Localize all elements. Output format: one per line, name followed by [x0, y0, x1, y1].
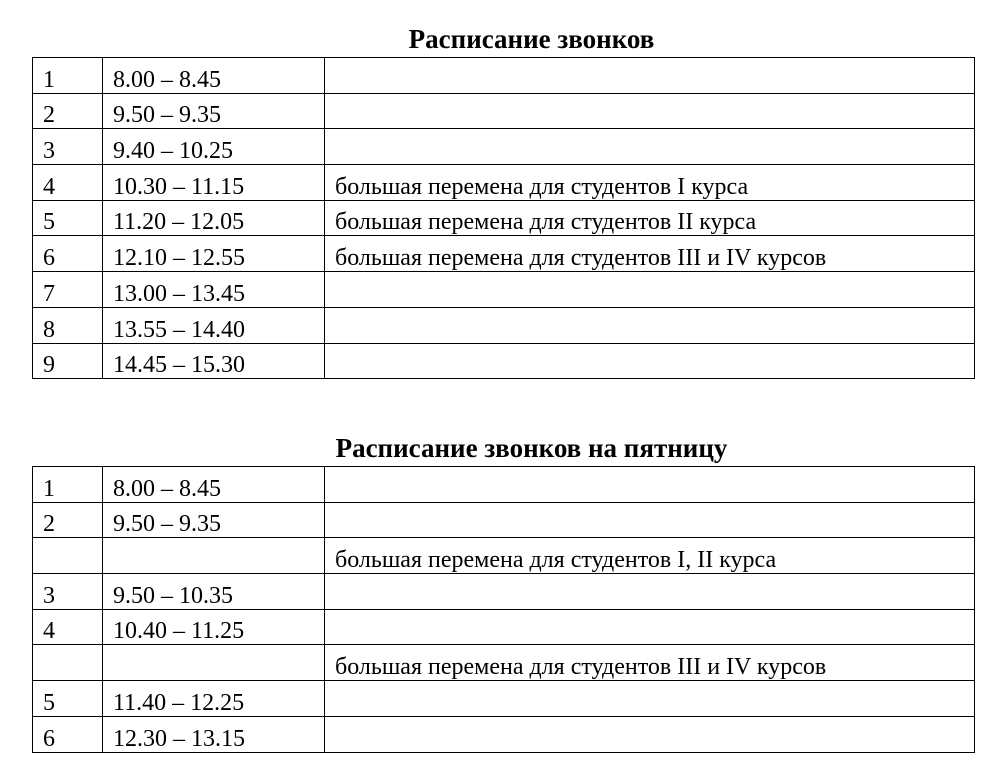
bell-schedule-table — [32, 57, 975, 379]
lesson-number-text: 2 — [43, 511, 55, 538]
break-note-cell — [325, 165, 975, 201]
lesson-time-cell — [103, 93, 325, 129]
break-note-text: большая перемена для студентов III и IV курсов — [335, 654, 827, 681]
lesson-number-cell — [33, 200, 103, 236]
lesson-number-text: 1 — [43, 475, 55, 502]
lesson-number-cell — [33, 58, 103, 94]
lesson-time-text: 9.40 – 10.25 — [113, 138, 233, 165]
break-note-cell — [325, 645, 975, 681]
lesson-number-cell — [33, 609, 103, 645]
break-note-cell — [325, 467, 975, 503]
lesson-time-text: 9.50 – 10.35 — [113, 582, 233, 609]
table-row — [33, 343, 975, 379]
break-note-cell — [325, 58, 975, 94]
lesson-number-cell — [33, 502, 103, 538]
lesson-number-cell — [33, 343, 103, 379]
table-row — [33, 93, 975, 129]
lesson-time-text: 8.00 – 8.45 — [113, 475, 221, 502]
table-row — [33, 165, 975, 201]
lesson-time-text: 13.00 – 13.45 — [113, 280, 245, 307]
schedule-title: Расписание звонков — [408, 24, 655, 54]
lesson-number-text: 9 — [43, 352, 55, 379]
lesson-number-cell — [33, 129, 103, 165]
lesson-time-text: 9.50 – 9.35 — [113, 102, 221, 129]
table-row — [33, 467, 975, 503]
lesson-number-text: 2 — [43, 102, 55, 129]
lesson-time-cell — [103, 467, 325, 503]
lesson-time-text: 11.40 – 12.25 — [113, 689, 245, 716]
lesson-time-text: 13.55 – 14.40 — [113, 316, 245, 343]
break-note-cell — [325, 574, 975, 610]
break-note-text: большая перемена для студентов III и IV курсов — [335, 245, 827, 272]
table-row — [33, 574, 975, 610]
table-row — [33, 502, 975, 538]
lesson-time-cell — [103, 681, 325, 717]
lesson-number-cell — [33, 165, 103, 201]
lesson-number-text: 5 — [43, 689, 55, 716]
lesson-time-cell — [103, 574, 325, 610]
lesson-time-cell — [103, 343, 325, 379]
lesson-number-text: 4 — [43, 618, 55, 645]
break-note-text: большая перемена для студентов I курса — [335, 173, 749, 200]
lesson-time-text: 10.40 – 11.25 — [113, 618, 245, 645]
lesson-number-cell — [33, 467, 103, 503]
lesson-number-text: 7 — [43, 280, 55, 307]
break-note-text: большая перемена для студентов II курса — [335, 209, 757, 236]
lesson-time-text: 9.50 – 9.35 — [113, 511, 221, 538]
table-row — [33, 272, 975, 308]
lesson-time-cell — [103, 538, 325, 574]
break-note-cell — [325, 93, 975, 129]
break-note-text: большая перемена для студентов I, II курса — [335, 547, 777, 574]
table-row — [33, 645, 975, 681]
lesson-time-cell — [103, 716, 325, 752]
lesson-number-cell — [33, 538, 103, 574]
table-row — [33, 236, 975, 272]
lesson-time-cell — [103, 307, 325, 343]
break-note-cell — [325, 538, 975, 574]
lesson-time-text: 8.00 – 8.45 — [113, 66, 221, 93]
lesson-time-cell — [103, 645, 325, 681]
table-body — [33, 58, 975, 379]
lesson-number-cell — [33, 645, 103, 681]
break-note-cell — [325, 502, 975, 538]
lesson-time-cell — [103, 236, 325, 272]
break-note-cell — [325, 272, 975, 308]
break-note-cell — [325, 681, 975, 717]
friday-bell-schedule-table — [32, 466, 975, 753]
lesson-number-cell — [33, 236, 103, 272]
lesson-number-cell — [33, 272, 103, 308]
break-note-cell — [325, 716, 975, 752]
lesson-time-text: 11.20 – 12.05 — [113, 209, 245, 236]
lesson-time-cell — [103, 609, 325, 645]
friday-schedule-title: Расписание звонков на пятницу — [335, 433, 728, 463]
lesson-number-cell — [33, 93, 103, 129]
table-row — [33, 538, 975, 574]
lesson-number-text: 6 — [43, 725, 55, 752]
table-row — [33, 58, 975, 94]
table-row — [33, 307, 975, 343]
lesson-time-text: 14.45 – 15.30 — [113, 352, 245, 379]
lesson-time-text: 12.30 – 13.15 — [113, 725, 245, 752]
lesson-number-text: 3 — [43, 138, 55, 165]
lesson-time-cell — [103, 129, 325, 165]
lesson-number-text: 1 — [43, 66, 55, 93]
lesson-number-text: 3 — [43, 582, 55, 609]
break-note-cell — [325, 129, 975, 165]
lesson-time-cell — [103, 58, 325, 94]
table-row — [33, 129, 975, 165]
lesson-number-text: 8 — [43, 316, 55, 343]
lesson-time-text: 10.30 – 11.15 — [113, 173, 245, 200]
lesson-number-cell — [33, 307, 103, 343]
lesson-number-text: 4 — [43, 173, 55, 200]
table-row — [33, 609, 975, 645]
lesson-time-text: 12.10 – 12.55 — [113, 245, 245, 272]
lesson-time-cell — [103, 165, 325, 201]
lesson-number-text: 5 — [43, 209, 55, 236]
table-row — [33, 200, 975, 236]
lesson-time-cell — [103, 272, 325, 308]
lesson-number-text: 6 — [43, 245, 55, 272]
table-row — [33, 716, 975, 752]
table-row — [33, 681, 975, 717]
table-body — [33, 467, 975, 753]
break-note-cell — [325, 343, 975, 379]
break-note-cell — [325, 307, 975, 343]
lesson-number-cell — [33, 681, 103, 717]
lesson-number-cell — [33, 716, 103, 752]
break-note-cell — [325, 200, 975, 236]
break-note-cell — [325, 236, 975, 272]
lesson-number-cell — [33, 574, 103, 610]
lesson-time-cell — [103, 502, 325, 538]
lesson-time-cell — [103, 200, 325, 236]
break-note-cell — [325, 609, 975, 645]
